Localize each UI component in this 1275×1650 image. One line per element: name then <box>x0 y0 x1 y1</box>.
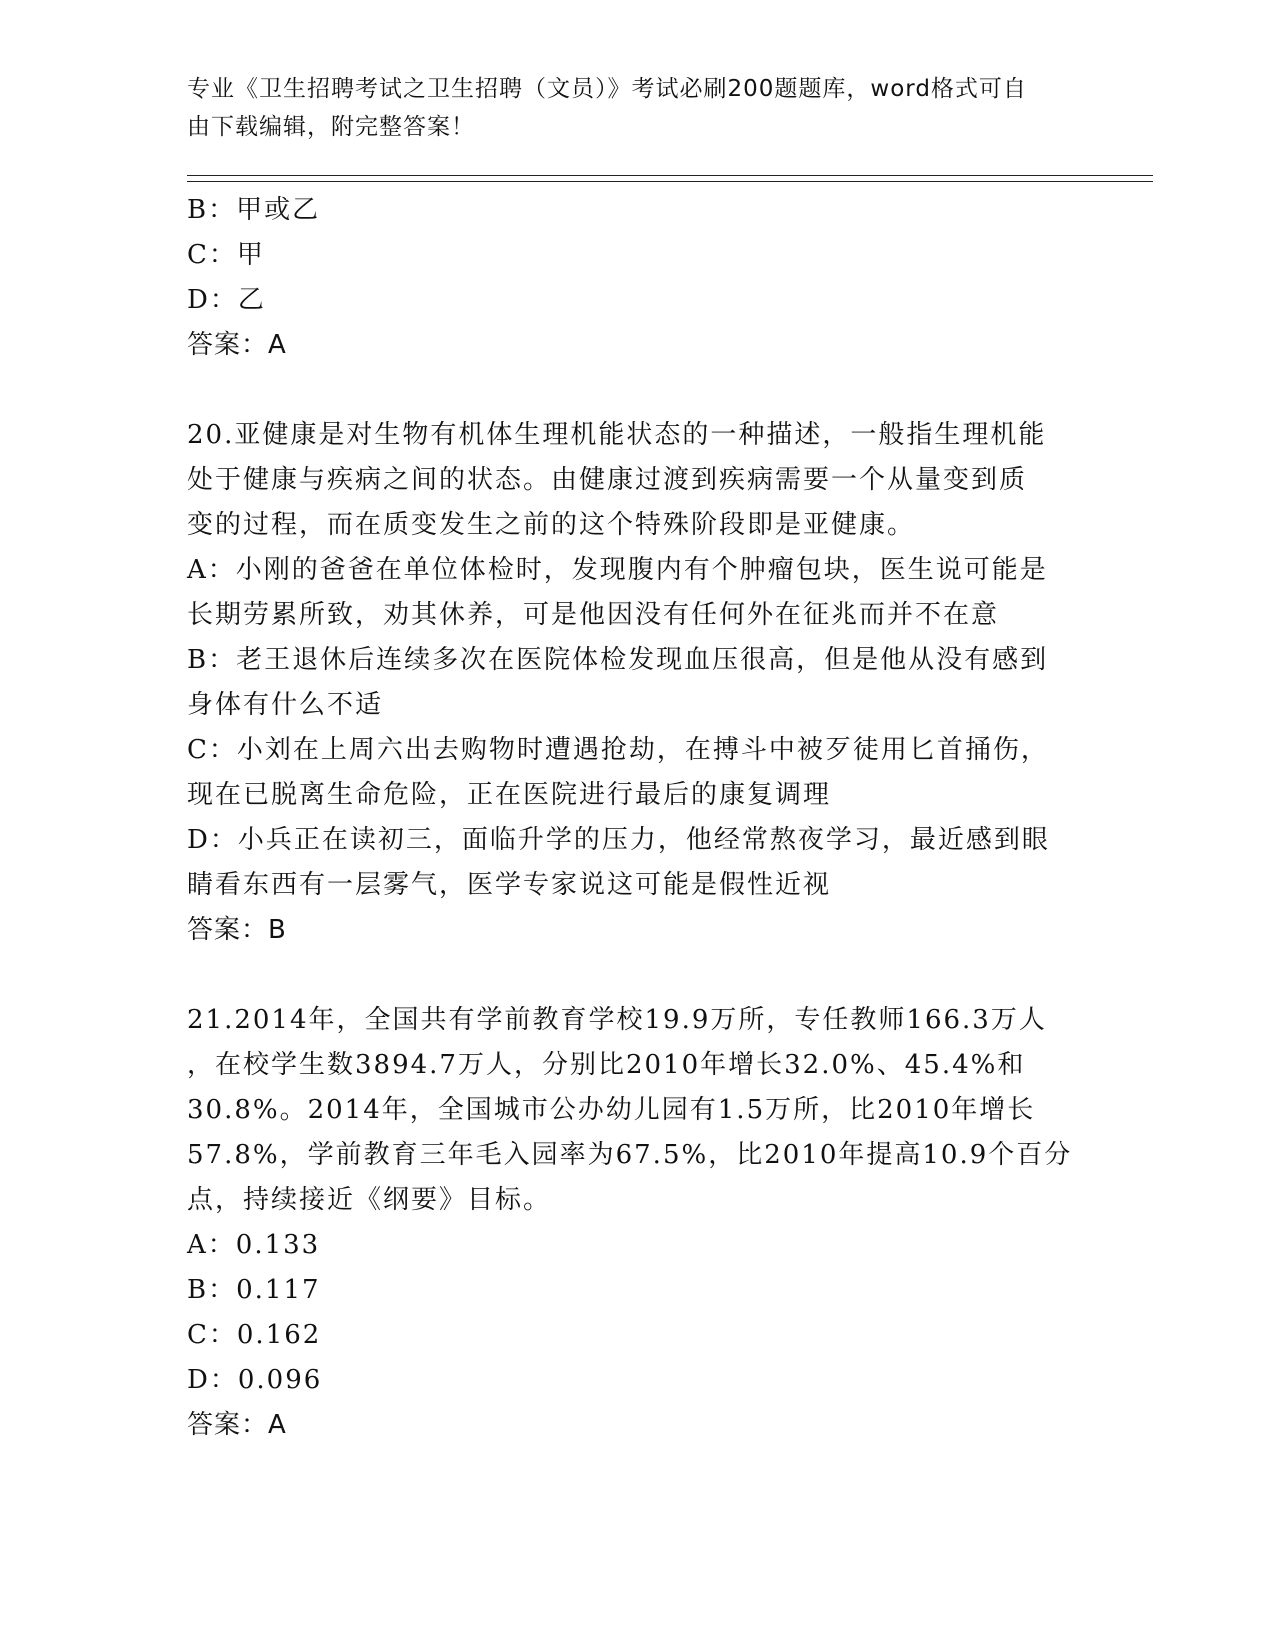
question-list <box>187 188 1087 1448</box>
q20-option-a-cont: 长期劳累所致，劝其休养，可是他因没有任何外在征兆而并不在意 <box>187 600 1000 630</box>
document-header <box>187 70 1087 146</box>
question-19 <box>187 188 1087 368</box>
question-20 <box>187 413 1087 953</box>
q20-answer: 答案：B <box>187 915 287 945</box>
q20-stem-line: 变的过程，而在质变发生之前的这个特殊阶段即是亚健康。 <box>187 510 916 540</box>
q20-option-a: A：小刚的爸爸在单位体检时，发现腹内有个肿瘤包块，医生说可能是 <box>187 555 1048 585</box>
q19-answer: 答案：A <box>187 330 287 360</box>
q21-stem-line: 57.8%，学前教育三年毛入园率为67.5%，比2010年提高10.9个百分 <box>187 1140 1073 1170</box>
spacer <box>187 368 1087 413</box>
q20-stem-line: 20.亚健康是对生物有机体生理机能状态的一种描述，一般指生理机能 <box>187 420 1047 450</box>
q20-option-d-cont: 睛看东西有一层雾气，医学专家说这可能是假性近视 <box>187 870 832 900</box>
q21-option-b: B：0.117 <box>187 1275 321 1305</box>
q21-stem-line: 点，持续接近《纲要》目标。 <box>187 1185 552 1215</box>
header-title-line-2: 由下载编辑，附完整答案！ <box>187 114 475 140</box>
header-title-line-1: 专业《卫生招聘考试之卫生招聘（文员）》考试必刷200题题库，word格式可自 <box>187 76 1027 102</box>
q21-option-a: A：0.133 <box>187 1230 321 1260</box>
header-rule-bottom <box>187 181 1153 182</box>
q21-answer: 答案：A <box>187 1410 287 1440</box>
q20-option-b-cont: 身体有什么不适 <box>187 690 384 720</box>
q20-option-c: C：小刘在上周六出去购物时遭遇抢劫，在搏斗中被歹徒用匕首捅伤， <box>187 735 1049 765</box>
q21-stem-line: ，在校学生数3894.7万人，分别比2010年增长32.0%、45.4%和 <box>187 1050 1026 1080</box>
q20-option-b: B：老王退休后连续多次在医院体检发现血压很高，但是他从没有感到 <box>187 645 1049 675</box>
q21-stem-line: 30.8%。2014年，全国城市公办幼儿园有1.5万所，比2010年增长 <box>187 1095 1036 1125</box>
header-rule-top <box>187 175 1153 176</box>
q20-stem-line: 处于健康与疾病之间的状态。由健康过渡到疾病需要一个从量变到质 <box>187 465 1028 495</box>
q21-option-d: D：0.096 <box>187 1365 323 1395</box>
q21-stem-line: 21.2014年，全国共有学前教育学校19.9万所，专任教师166.3万人 <box>187 1005 1047 1035</box>
q19-option-d: D：乙 <box>187 285 266 315</box>
q19-option-b: B：甲或乙 <box>187 195 321 225</box>
spacer <box>187 953 1087 998</box>
question-21 <box>187 998 1087 1448</box>
q20-option-c-cont: 现在已脱离生命危险，正在医院进行最后的康复调理 <box>187 780 832 810</box>
q21-option-c: C：0.162 <box>187 1320 322 1350</box>
q20-option-d: D：小兵正在读初三，面临升学的压力，他经常熬夜学习，最近感到眼 <box>187 825 1050 855</box>
q19-option-c: C：甲 <box>187 240 265 270</box>
